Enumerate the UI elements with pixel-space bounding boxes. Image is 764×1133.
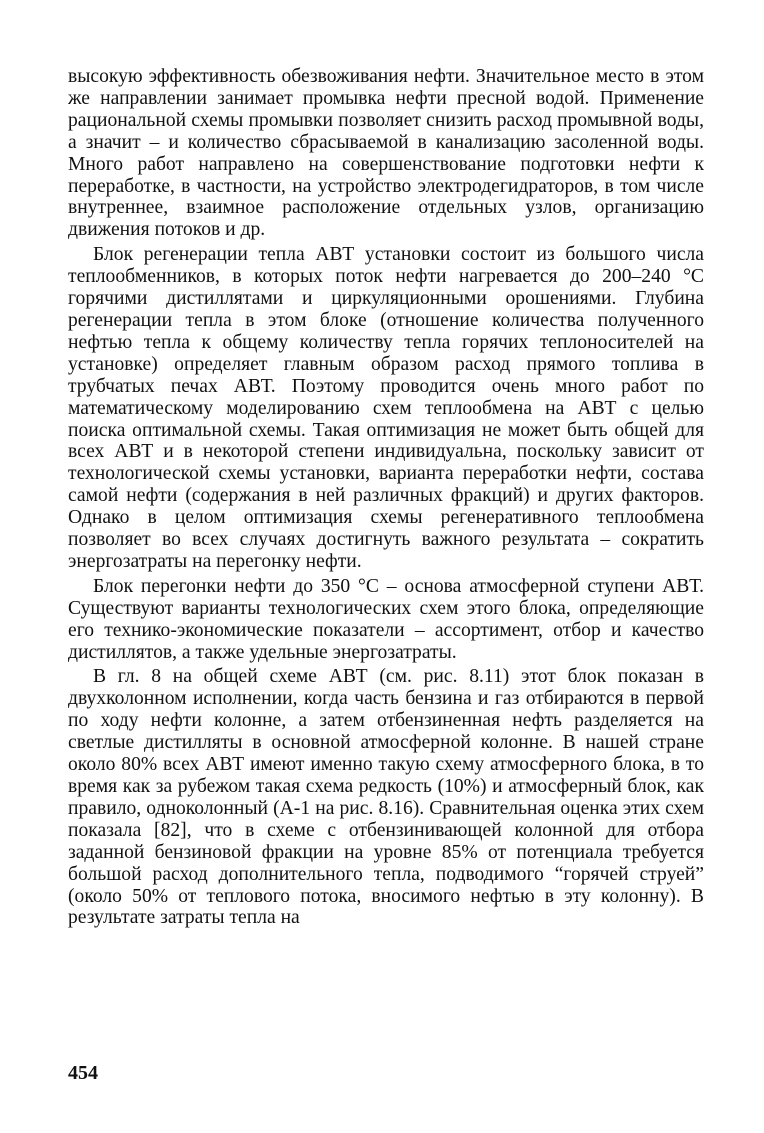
paragraph-2: Блок регенерации тепла АВТ установки состоит из большого числа теплообменников, в которых поток нефти нагревается до 200–240 °С горячими дистиллятами и циркуляционными орошениями. Глубина регенерации тепла в этом блоке (отношение количества полученного нефтью тепла к общему количеству тепла горячих теплоносителей на установке) определяет главным образом расход прямого топлива в трубчатых печах АВТ. Поэтому проводится очень много работ по математическому моделированию схем теплообмена на АВТ с целью поиска оптимальной схемы. Такая оптимизация не может быть общей для всех АВТ и в некоторой степени индивидуальна, поскольку зависит от технологической схемы установки, варианта переработки нефти, состава самой нефти (содержания в ней различных фракций) и других факторов. Однако в целом оптимизация схемы регенеративного теплообмена позволяет во всех случаях достигнуть важного результата – сократить энергозатраты на перегонку нефти. [68,244,704,572]
paragraph-4: В гл. 8 на общей схеме АВТ (см. рис. 8.11) этот блок показан в двухколонном исполнении, когда часть бензина и газ отбираются в первой по ходу нефти колонне, а затем отбензиненная нефть разделяется на светлые дистилляты в основной атмосферной колонне. В нашей стране около 80% всех АВТ имеют именно такую схему атмосферного блока, в то время как за рубежом такая схема редкость (10%) и атмосферный блок, как правило, одноколонный (А-1 на рис. 8.16). Сравнительная оценка этих схем показала [82], что в схеме с отбензинивающей колонной для отбора заданной бензиновой фракции на уровне 85% от потенциала требуется большой расход дополнительного тепла, подводимого “горячей струей” (около 50% от теплового потока, вносимого нефтью в эту колонну). В результате затраты тепла на [68,666,704,929]
page-number: 454 [68,1062,98,1084]
paragraph-1: высокую эффективность обезвоживания нефти. Значительное место в этом же направлении занимает промывка нефти пресной водой. Применение рациональной схемы промывки позволяет снизить расход промывной воды, а значит – и количество сбрасываемой в канализацию засоленной воды. Много работ направлено на совершенствование подготовки нефти к переработке, в частности, на устройство электродегидраторов, в том числе внутреннее, взаимное расположение отдельных узлов, организацию движения потоков и др. [68,66,704,241]
paragraph-3: Блок перегонки нефти до 350 °С – основа атмосферной ступени АВТ. Существуют варианты технологических схем этого блока, определяющие его технико-экономические показатели – ассортимент, отбор и качество дистиллятов, а также удельные энергозатраты. [68,575,704,663]
page-body [68,66,704,929]
